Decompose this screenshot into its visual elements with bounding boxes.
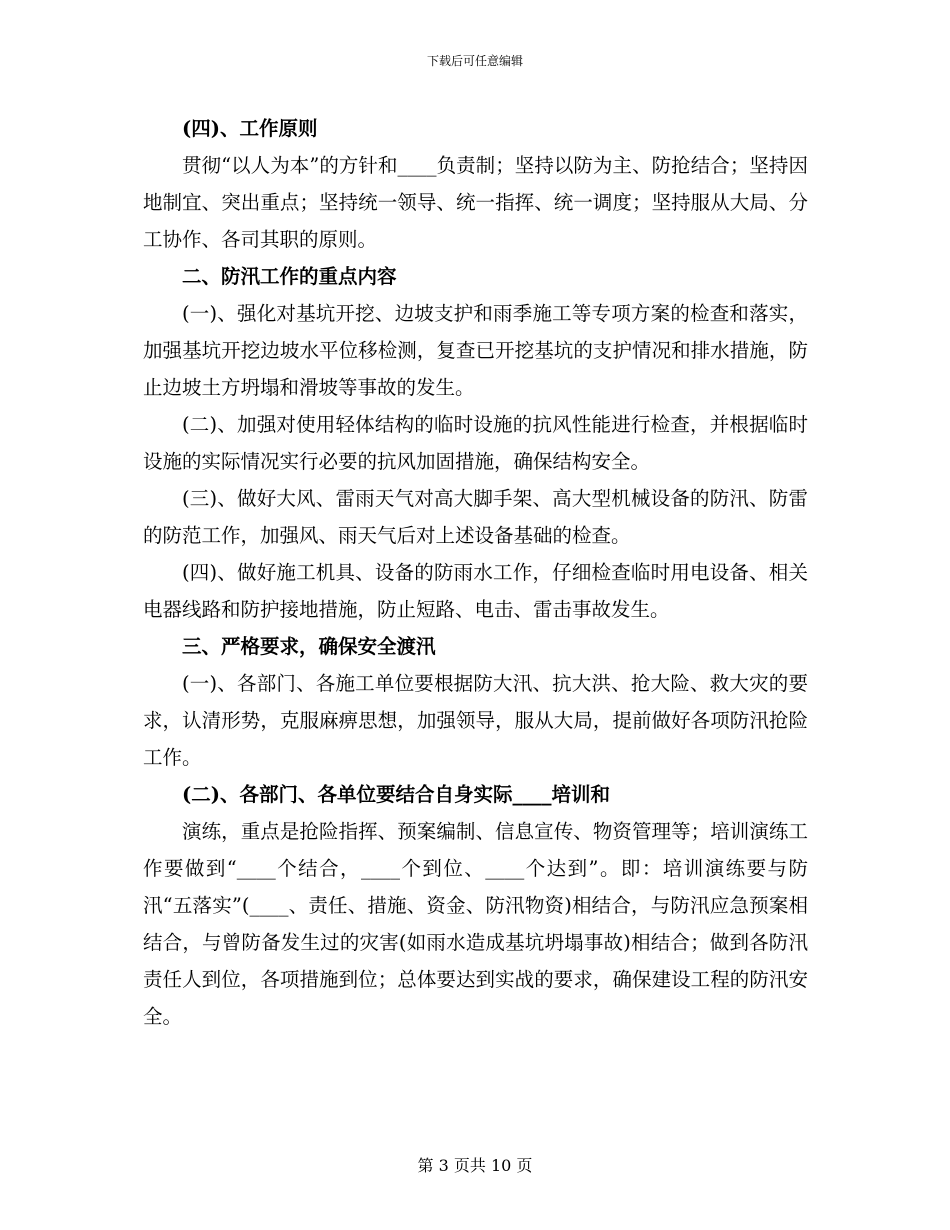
page-header: 下载后可任意编辑 bbox=[426, 54, 523, 68]
section-heading-key-content: 二、防汛工作的重点内容 bbox=[182, 265, 397, 288]
section-heading-strict-requirements: 三、严格要求，确保安全渡汛 bbox=[182, 635, 436, 658]
section-heading-work-principles: (四)、工作原则 bbox=[182, 117, 318, 140]
paragraph-requirements-2-body: 演练，重点是抢险指挥、预案编制、信息宣传、物资管理等；培训演练工作要做到“____个结合，____个到位、____个达到”。即：培训演练要与防汛“五落实”(____、责任、措施、资金、防汛物资)相结合，与防汛应急预案相结合，与曾防备发生过的灾害(如雨水造成基坑坍塌事故)相结合；做到各防汛责任人到位，各项措施到位；总体要达到实战的要求，确保建设工程的防汛安全。 bbox=[143, 820, 808, 1028]
document-body bbox=[143, 110, 808, 1035]
paragraph-key-content-1: (一)、强化对基坑开挖、边坡支护和雨季施工等专项方案的检查和落实，加强基坑开挖边坡水平位移检测，复查已开挖基坑的支护情况和排水措施，防止边坡土方坍塌和滑坡等事故的发生。 bbox=[143, 302, 808, 399]
page-footer: 第 3 页共 10 页 bbox=[417, 1156, 533, 1175]
paragraph-requirements-1: (一)、各部门、各施工单位要根据防大汛、抗大洪、抢大险、救大灾的要求，认清形势，克服麻痹思想，加强领导，服从大局，提前做好各项防汛抢险工作。 bbox=[143, 672, 808, 769]
paragraph-key-content-2: (二)、加强对使用轻体结构的临时设施的抗风性能进行检查，并根据临时设施的实际情况实行必要的抗风加固措施，确保结构安全。 bbox=[143, 413, 808, 473]
paragraph-key-content-3: (三)、做好大风、雷雨天气对高大脚手架、高大型机械设备的防汛、防雷的防范工作，加强风、雨天气后对上述设备基础的检查。 bbox=[143, 487, 808, 547]
paragraph-work-principles: 贯彻“以人为本”的方针和____负责制；坚持以防为主、防抢结合；坚持因地制宜、突出重点；坚持统一领导、统一指挥、统一调度；坚持服从大局、分工协作、各司其职的原则。 bbox=[143, 154, 808, 251]
paragraph-requirements-2-heading: (二)、各部门、各单位要结合自身实际____培训和 bbox=[182, 783, 610, 806]
paragraph-key-content-4: (四)、做好施工机具、设备的防雨水工作，仔细检查临时用电设备、相关电器线路和防护接地措施，防止短路、电击、雷击事故发生。 bbox=[143, 561, 808, 621]
